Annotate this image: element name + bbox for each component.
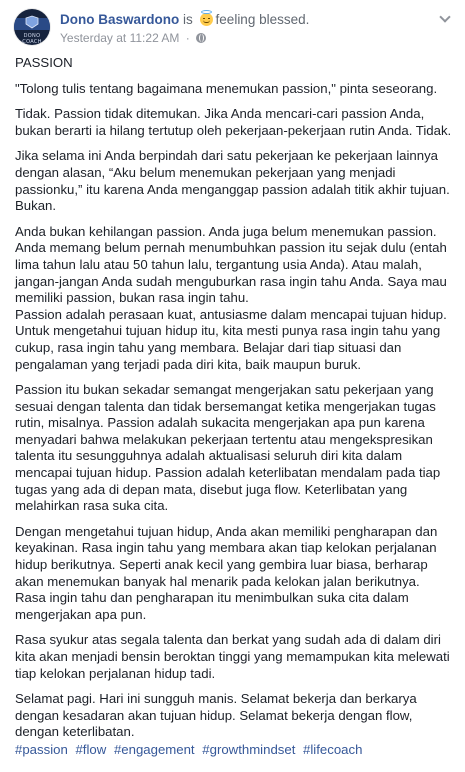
post-paragraph: Jika selama ini Anda berpindah dari satu pekerjaan ke pekerjaan lainnya dengan alasan, “Aku belum menemukan pekerjaan yang menjadi passionku,” itu karena Anda menganggap passion adalah titik akhir tujuan. Bukan.	[15, 148, 450, 214]
chevron-down-icon[interactable]	[438, 13, 452, 23]
hashtag-link[interactable]: #lifecoach	[303, 742, 363, 757]
avatar-logo-icon	[24, 15, 40, 29]
globe-icon[interactable]	[196, 33, 206, 43]
post-paragraph: Dengan mengetahui tujuan hidup, Anda akan memiliki pengharapan dan keyakinan. Rasa ingin tahu yang membara akan tiap kelokan perjalanan hidup berikutnya. Seperti anak kecil yang gembira luar biasa, berharap akan menemukan banyak hal menarik pada kelokan jalan berikutnya. Rasa ingin tahu dan pengharapan itu menimbulkan suka cita dalam mengerjakan apa pun.	[15, 523, 438, 622]
hashtag-link[interactable]: #engagement	[113, 742, 195, 757]
is-text: is	[183, 12, 193, 27]
author-name-link[interactable]: Dono Baswardono	[60, 12, 180, 27]
feeling-text: feeling blessed.	[215, 12, 310, 27]
post-meta	[60, 31, 206, 45]
post-paragraph: Selamat pagi. Hari ini sungguh manis. Selamat bekerja dan berkarya dengan kesadaran akan tujuan hidup. Selamat bekerja dengan flow, dengan keterlibatan.	[15, 691, 417, 740]
post-body	[15, 55, 453, 750]
hashtag-link[interactable]: #flow	[75, 742, 107, 757]
avatar-caption: DONO COACH	[22, 33, 42, 45]
smiling-face-with-halo-icon	[200, 13, 213, 26]
meta-separator: ·	[185, 31, 190, 45]
hashtag-list	[15, 742, 366, 758]
hashtag-link[interactable]: #growthmindset	[202, 742, 296, 757]
timestamp-link[interactable]: Yesterday at 11:22 AM	[60, 31, 180, 45]
post-paragraph: "Tolong tulis tentang bagaimana menemukan passion," pinta seseorang.	[15, 80, 438, 96]
post-paragraph: Anda bukan kehilangan passion. Anda juga belum menemukan passion. Anda memang belum pernah menumbuhkan passion itu sejak dulu (entah lima tahun lalu atau 50 tahun lalu, tergantung usia Anda). Atau malah, jangan-jangan Anda sudah menguburkan rasa ingin tahu Anda. Saya mau memiliki passion, bukan rasa ingin tahu.	[15, 223, 447, 306]
avatar[interactable]	[14, 9, 50, 45]
post-paragraph: PASSION	[15, 55, 73, 70]
post-paragraph: Tidak. Passion tidak ditemukan. Jika Anda mencari-cari passion Anda, bukan berarti ia hilang tertutup oleh pekerjaan-pekerjaan rutin Anda. Tidak.	[15, 106, 452, 138]
post-paragraph: Passion itu bukan sekadar semangat mengerjakan satu pekerjaan yang sesuai dengan talenta dan tidak bersemangat ketika mengerjakan tugas rutin, misalnya. Passion adalah sukacita mengerjakan apa pun karena menyadari bahwa melakukan pekerjaan tertentu atau mengekspresikan talenta itu sesungguhnya adalah aktualisasi seluruh diri kita dalam mencapai tujuan hidup. Passion adalah keterlibatan mendalam pada tiap tugas yang ada di depan mata, disebut juga flow. Keterlibatan yang melahirkan rasa suka cita.	[15, 382, 441, 514]
post-paragraph: Passion adalah perasaan kuat, antusiasme dalam mencapai tujuan hidup. Untuk mengetahui tujuan hidup itu, kita mesti punya rasa ingin tahu yang cukup, rasa ingin tahu yang membara. Belajar dari tiap situasi dan pengalaman yang terjadi pada diri kita, baik maupun buruk.	[15, 306, 447, 372]
hashtag-link[interactable]: #passion	[15, 742, 68, 757]
post-paragraph: Rasa syukur atas segala talenta dan berkat yang sudah ada di dalam diri kita akan menjadi bensin beroktan tinggi yang memampukan kita melewati tiap kelokan perjalanan hidup tadi.	[15, 632, 450, 681]
post-title-line	[60, 12, 309, 28]
post-header	[14, 7, 454, 47]
